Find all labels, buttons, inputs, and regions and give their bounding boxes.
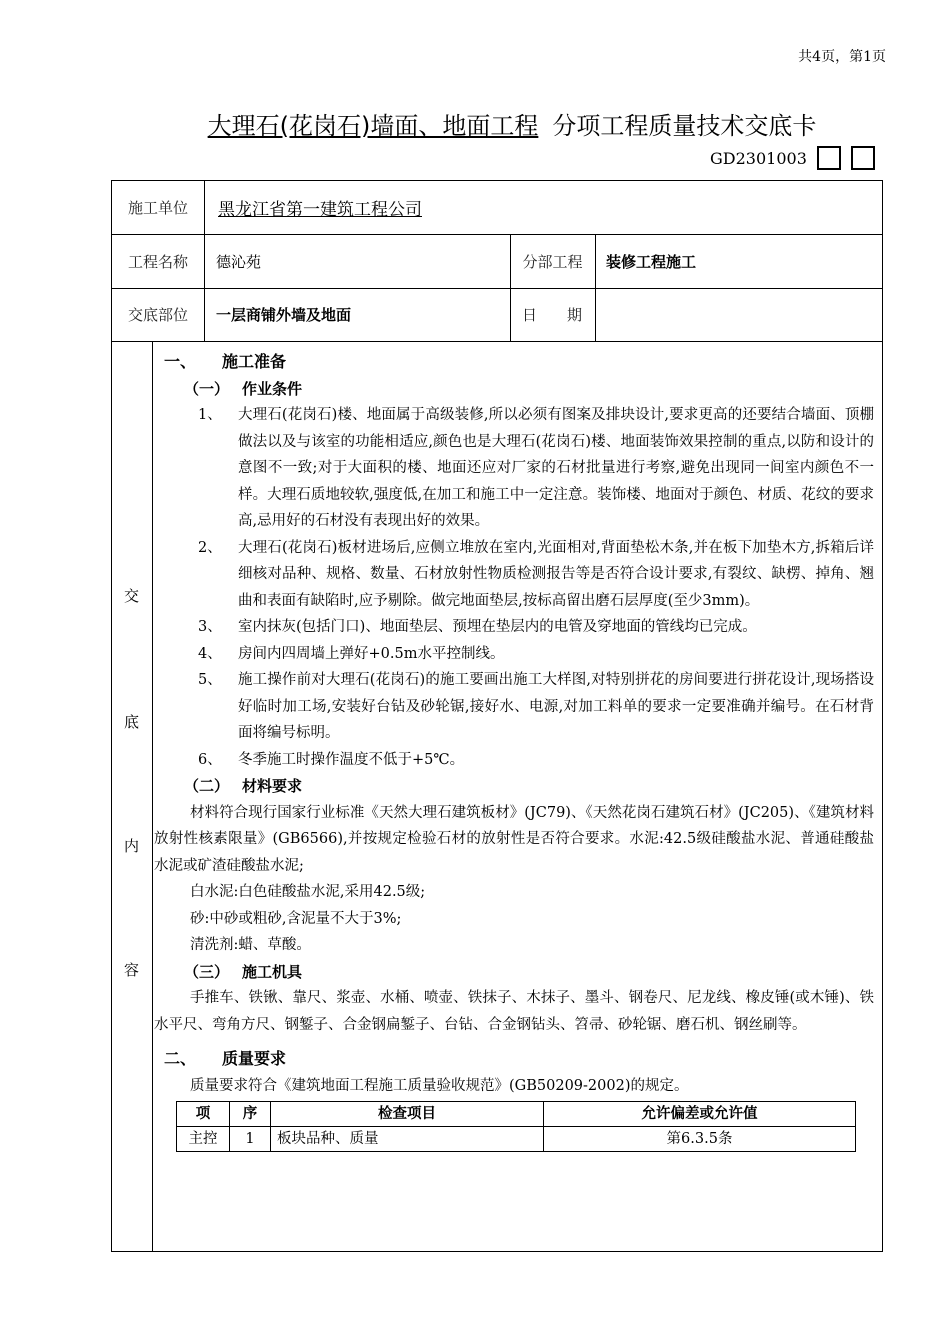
location-label: 交底部位	[127, 306, 188, 324]
page-number: 共4页，第1页	[798, 49, 886, 65]
table-header: 序	[230, 1102, 271, 1127]
sub-project-label: 分部工程	[522, 252, 583, 271]
table-row	[177, 1127, 856, 1152]
list-item: 3、 室内抹灰(包括门口)、地面垫层、预埋在垫层内的电管及穿地面的管线均已完成。	[198, 619, 757, 635]
section-heading: 一、 施工准备	[164, 352, 287, 371]
quality-table	[176, 1101, 856, 1152]
materials-line: 砂:中砂或粗砂,含泥量不大于3%;	[190, 910, 402, 927]
materials-paragraph: 材料符合现行国家行业标准《天然大理石建筑板材》(JC79)、《天然花岗石建筑石材》(JC205)、《建筑材料放射性核素限量》(GB6566),并按规定检验石材的放射性是否符合要求。水泥:42.5级硅酸盐水泥、普通硅酸盐水泥或矿渣硅酸盐水泥;	[154, 804, 874, 874]
checkbox-1[interactable]	[817, 146, 841, 170]
side-label	[112, 341, 154, 1251]
table-cell: 板块品种、质量	[271, 1127, 544, 1152]
document-code: GD2301003	[710, 148, 807, 168]
list-item: 2、 大理石(花岗石)板材进场后,应侧立堆放在室内,光面相对,背面垫松木条,并在板下加垫木方,拆箱后详细核对品种、规格、数量、石材放射性物质检测报告等是否符合设计要求,有裂纹、缺楞、掉角、翘曲和表面有缺陷时,应予剔除。做完地面垫层,按标高留出磨石层厚度(至少3mm)。	[198, 539, 874, 609]
section-heading: 二、 质量要求	[164, 1049, 287, 1068]
materials-line: 白水泥:白色硅酸盐水泥,采用42.5级;	[190, 884, 426, 900]
quality-paragraph: 质量要求符合《建筑地面工程施工质量验收规范》(GB50209-2002)的规定。	[190, 1077, 689, 1094]
materials-line: 清洗剂:蜡、草酸。	[190, 937, 311, 953]
checkbox-2[interactable]	[851, 146, 875, 170]
form-frame	[111, 180, 883, 1252]
project-name-label: 工程名称	[127, 252, 188, 271]
table-header: 允许偏差或允许值	[544, 1102, 856, 1127]
construction-unit-label: 施工单位	[127, 199, 188, 217]
subsection-heading: （三） 施工机具	[184, 962, 303, 981]
location-value: 一层商铺外墙及地面	[216, 306, 352, 324]
subsection-heading: （二） 材料要求	[184, 777, 303, 795]
project-name-value: 德沁苑	[216, 252, 262, 271]
table-cell: 第6.3.5条	[544, 1127, 856, 1152]
table-cell: 主控	[177, 1127, 230, 1152]
document-code-row	[710, 146, 875, 170]
list-item: 1、 大理石(花岗石)楼、地面属于高级装修,所以必须有图案及排块设计,要求更高的还要结合墙面、顶棚做法以及与该室的功能相适应,颜色也是大理石(花岗石)楼、地面装饰效果控制的重点,以防和设计的意图不一致;对于大面积的楼、地面还应对厂家的石材批量进行考察,避免出现同一间室内颜色不一样。大理石质地较软,强度低,在加工和施工中一定注意。装饰楼、地面对于颜色、材质、花纹的要求高,忌用好的石材没有表现出好的效果。	[198, 407, 874, 529]
side-char: 底	[124, 713, 140, 731]
subsection-heading: （一） 作业条件	[184, 379, 303, 398]
list-item: 6、 冬季施工时操作温度不低于+5℃。	[198, 751, 465, 768]
construction-unit-value: 黑龙江省第一建筑工程公司	[218, 200, 422, 220]
title-suffix: 分项工程质量技术交底卡	[552, 112, 817, 140]
table-header: 项	[177, 1102, 230, 1127]
side-char: 交	[124, 587, 140, 605]
page-title	[0, 106, 950, 141]
tools-paragraph: 手推车、铁锹、靠尺、浆壶、水桶、喷壶、铁抹子、木抹子、墨斗、钢卷尺、尼龙线、橡皮锤(或木锤)、铁水平尺、弯角方尺、钢錾子、合金钢扁錾子、台钻、合金钢钻头、笤帚、砂轮锯、磨石机、钢丝刷等。	[154, 990, 874, 1033]
col-divider	[595, 234, 596, 341]
list-item: 5、 施工操作前对大理石(花岗石)的施工要画出施工大样图,对特别拼花的房间要进行拼花设计,现场搭设好临时加工场,安装好台钻及砂轮锯,接好水、电源,对加工料单的要求一定要准确并编号。在石材背面将编号标明。	[198, 672, 874, 741]
date-label: 日 期	[522, 306, 583, 324]
table-header: 检查项目	[271, 1102, 544, 1127]
list-item: 4、 房间内四周墙上弹好+0.5m水平控制线。	[198, 645, 505, 662]
sub-project-value: 装修工程施工	[606, 252, 697, 271]
briefing-content	[154, 341, 874, 1152]
side-char: 内	[124, 837, 140, 855]
col-divider	[204, 181, 205, 341]
side-char: 容	[124, 961, 140, 979]
table-header-row	[177, 1102, 856, 1127]
title-underlined: 大理石(花岗石)墙面、地面工程	[207, 112, 539, 140]
table-cell: 1	[230, 1127, 271, 1152]
